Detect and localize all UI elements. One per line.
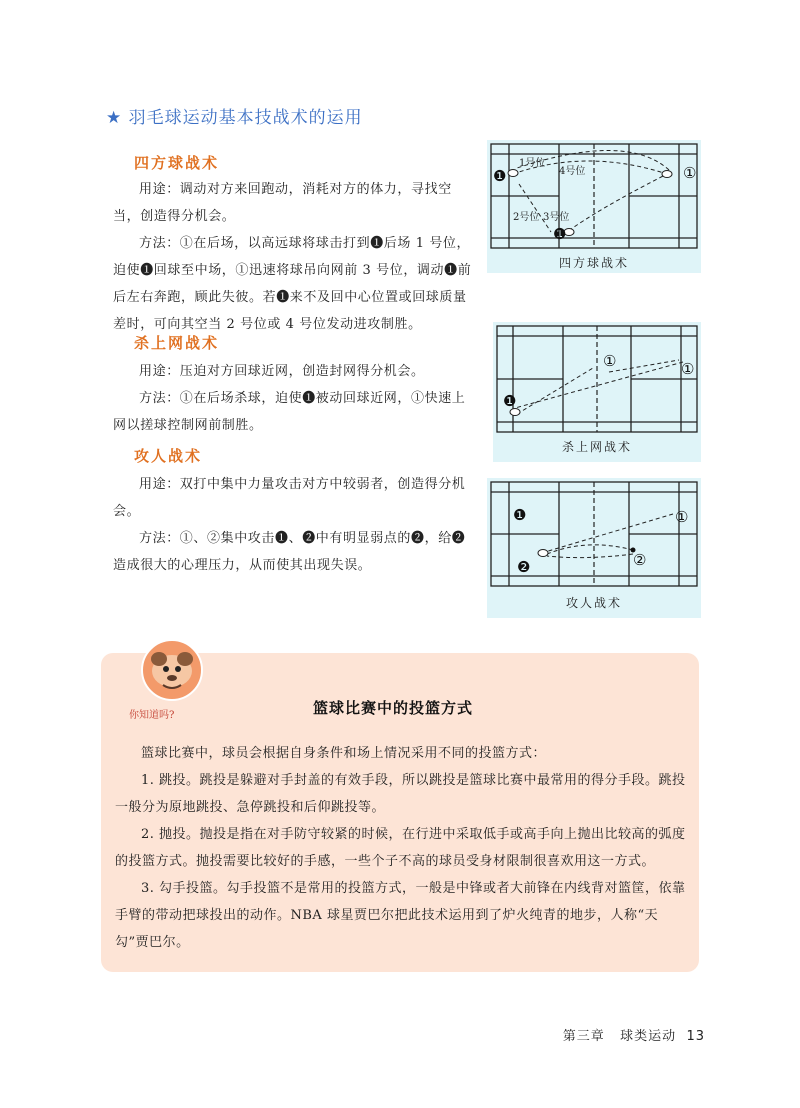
tactic2-text — [113, 358, 477, 439]
tactic2-figure — [493, 322, 701, 462]
tactic3-figure — [487, 478, 701, 618]
section-title-text: 羽毛球运动基本技战术的运用 — [128, 108, 363, 128]
tactic3-method: 方法：①、②集中攻击❶、❷中有明显弱点的❷，给❷造成很大的心理压力，从而使其出现失误。 — [113, 531, 466, 573]
player-black-1: ❶ — [513, 506, 527, 524]
player-white-1: ① — [683, 164, 697, 182]
tactic1-figure — [487, 140, 701, 273]
pos4-label: 4号位 — [559, 166, 586, 177]
tactic3-text — [113, 471, 477, 579]
info-body — [115, 740, 687, 956]
smash-net-court-diagram — [493, 322, 701, 436]
player-black-1: ❶ — [503, 392, 517, 410]
page-number: 13 — [686, 1029, 705, 1044]
tactic1-usage: 用途：调动对方来回跑动，消耗对方的体力，寻找空当，创造得分机会。 — [113, 182, 452, 224]
info-paragraph: 篮球比赛中，球员会根据自身条件和场上情况采用不同的投篮方式： — [141, 746, 547, 761]
shuttle-marker — [538, 550, 548, 557]
player-white-1: ① — [681, 360, 695, 378]
tactic2-title: 杀上网战术 — [134, 334, 220, 352]
attack-player-court-diagram — [487, 478, 701, 590]
footer-chapter: 第三章 — [562, 1029, 605, 1044]
info-paragraph: 3. 勾手投篮。勾手投篮不是常用的投篮方式，一般是中锋或者大前锋在内线背对篮筐，依靠手臂的带动把球投出的动作。NBA 球星贾巴尔把此技术运用到了炉火纯青的地步，人称“天勾”贾巴尔。 — [115, 881, 686, 950]
four-corner-court-diagram — [487, 140, 701, 254]
info-paragraph: 1. 跳投。跳投是躲避对手封盖的有效手段，所以跳投是篮球比赛中最常用的得分手段。跳投一般分为原地跳投、急停跳投和后仰跳投等。 — [115, 773, 686, 815]
mascot-icon — [141, 639, 203, 701]
player-white-2: ② — [633, 551, 647, 569]
player-black-1: ❶ — [553, 225, 567, 243]
tactic1-method: 方法：①在后场，以高远球将球击打到❶后场 1 号位，迫使❶回球至中场，①迅速将球吊向网前 3 号位，调动❶前后左右奔跑，顾此失彼。若❶来不及回中心位置或回球质量差时，可向其空当 2 号位或 4 号位发动进攻制胜。 — [113, 236, 472, 332]
footer-chapter-title: 球类运动 — [620, 1029, 677, 1044]
player-white-1: ① — [603, 352, 617, 370]
star-icon: ★ — [106, 108, 123, 128]
tactic1-title: 四方球战术 — [134, 154, 220, 172]
tactic2-usage: 用途：压迫对方回球近网，创造封网得分机会。 — [139, 364, 425, 379]
pos2-label: 2号位 — [513, 212, 540, 223]
info-box — [101, 653, 699, 972]
tactic2-caption: 杀上网战术 — [561, 440, 632, 454]
info-title: 篮球比赛中的投篮方式 — [313, 699, 474, 717]
info-badge-label: 你知道吗? — [129, 710, 175, 721]
pos3-label: 3号位 — [543, 212, 570, 223]
tactic1-caption: 四方球战术 — [558, 256, 629, 270]
tactic3-title: 攻人战术 — [134, 447, 203, 465]
section-title — [106, 103, 363, 128]
shuttle-marker — [508, 170, 518, 177]
info-paragraph: 2. 抛投。抛投是指在对手防守较紧的时候，在行进中采取低手或高手向上抛出比较高的弧度的投篮方式。抛投需要比较好的手感，一些个子不高的球员受身材限制很喜欢用这一方式。 — [115, 827, 686, 869]
tactic3-usage: 用途：双打中集中力量攻击对方中较弱者，创造得分机会。 — [113, 477, 466, 519]
page-footer — [563, 1025, 705, 1044]
player-white-1: ① — [675, 508, 689, 526]
tactic2-method: 方法：①在后场杀球，迫使❶被动回球近网，①快速上网以搓球控制网前制胜。 — [113, 391, 466, 433]
shuttle-marker — [662, 171, 672, 178]
tactic3-caption: 攻人战术 — [565, 596, 622, 610]
player-black-2: ❷ — [517, 558, 531, 576]
tactic1-text — [113, 176, 477, 338]
player-black-1: ❶ — [493, 167, 507, 185]
pos1-label: 1号位 — [519, 158, 546, 169]
